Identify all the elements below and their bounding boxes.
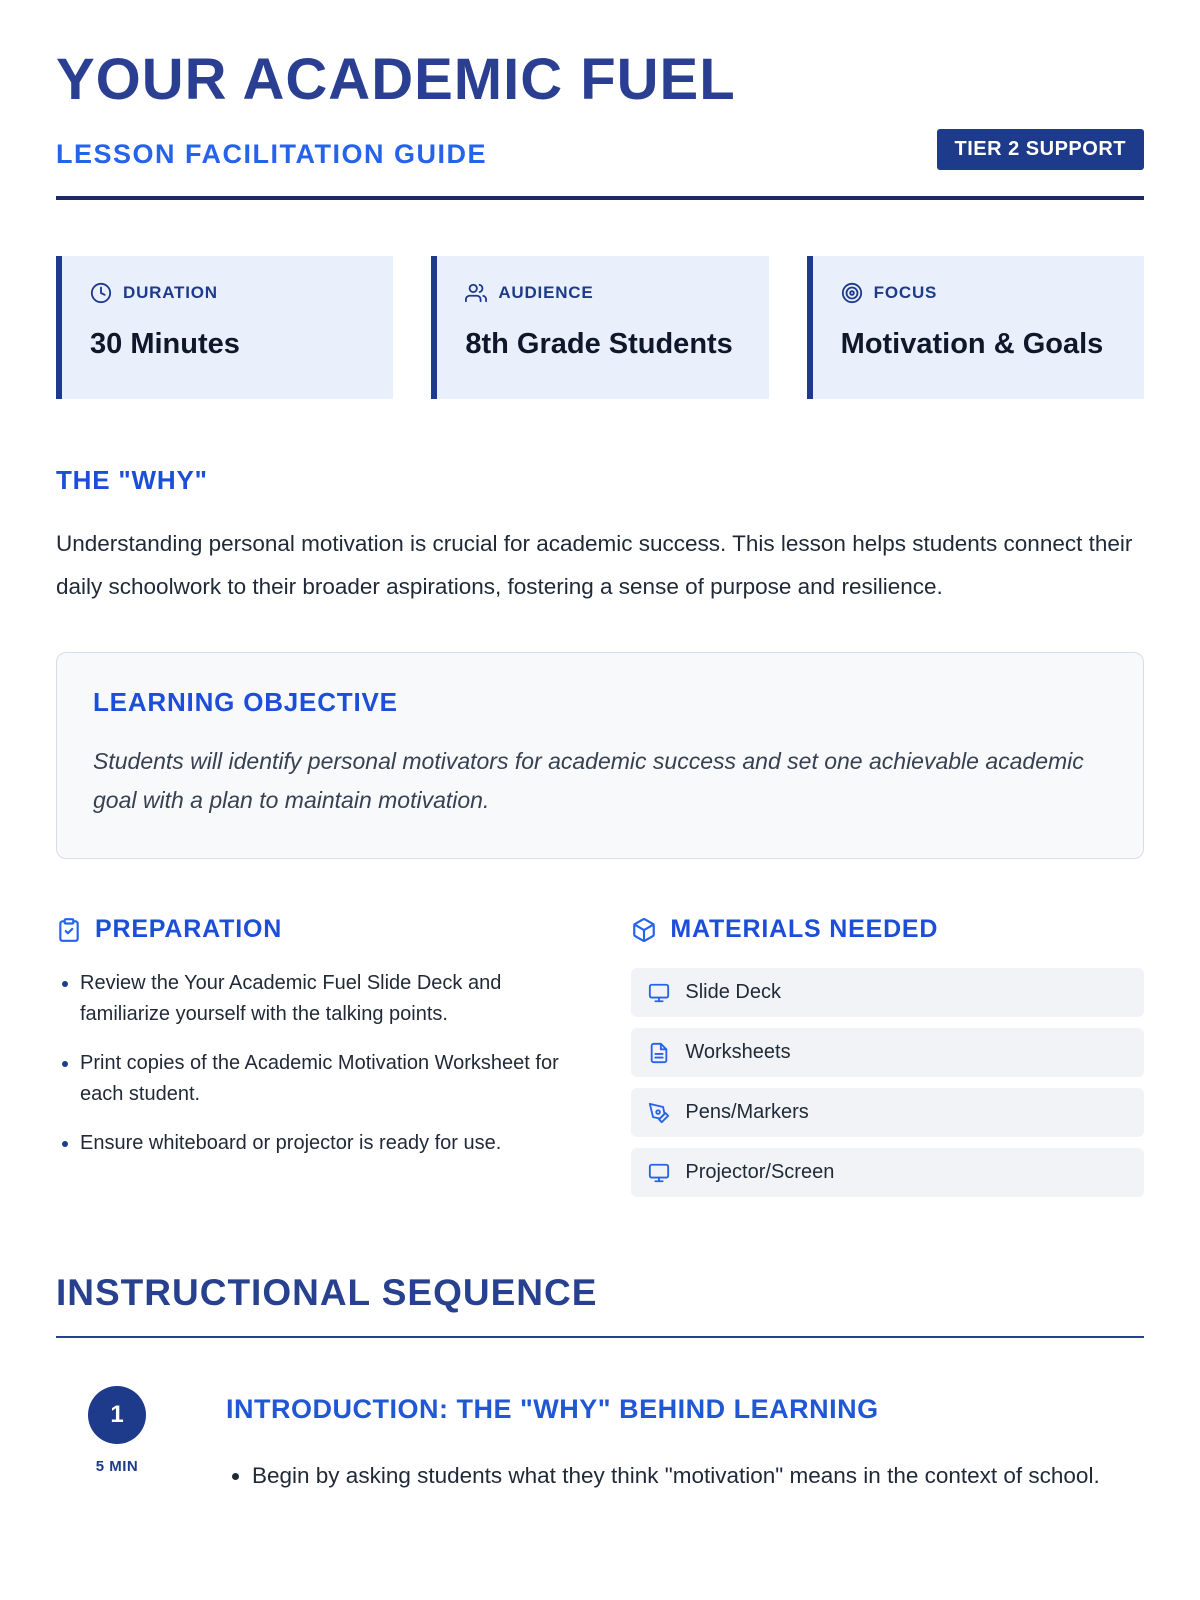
duration-label-row [90,282,365,304]
step-title: INTRODUCTION: THE "WHY" BEHIND LEARNING [226,1394,879,1425]
preparation-item: • Print copies of the Academic Motivation Worksheet for each student. [80,1048,567,1110]
sequence-step-1 [56,1386,1144,1498]
audience-label: AUDIENCE [498,282,594,302]
preparation-item: • Review the Your Academic Fuel Slide Deck and familiarize yourself with the talking points. [80,968,567,1030]
audience-value: 8th Grade Students [465,327,733,360]
clipboard-check-icon [56,917,82,943]
pen-icon [648,1102,670,1124]
header-row [56,129,1144,170]
objective-heading: LEARNING OBJECTIVE [93,687,398,718]
duration-card [56,256,393,399]
objective-body: Students will identify personal motivators for academic success and set one achievable academic goal with a plan to maintain motivation. [93,748,1084,814]
page-title: YOUR ACADEMIC FUEL [56,47,736,112]
audience-label-row [465,282,740,304]
step-marker [56,1386,178,1498]
focus-value: Motivation & Goals [840,327,1104,360]
material-item [631,1088,1144,1137]
preparation-heading-row [56,915,567,944]
clock-icon [90,282,112,304]
info-cards [56,256,1144,399]
materials-heading-row [631,915,1144,944]
instructional-sequence-heading: INSTRUCTIONAL SEQUENCE [56,1272,598,1314]
target-icon [841,282,863,304]
preparation-heading: PREPARATION [95,915,283,944]
tier-badge: TIER 2 SUPPORT [937,129,1144,170]
why-heading: THE "WHY" [56,464,208,495]
preparation-item: • Ensure whiteboard or projector is ready for use. [80,1128,567,1159]
preparation-column [56,915,567,1208]
sequence-divider [56,1336,1144,1338]
material-item [631,968,1144,1017]
material-label: Projector/Screen [685,1161,835,1184]
focus-label-row [841,282,1116,304]
monitor-icon [648,982,670,1004]
page-subtitle: LESSON FACILITATION GUIDE [56,138,488,169]
material-label: Pens/Markers [685,1101,809,1124]
materials-list [631,968,1144,1197]
users-icon [465,282,487,304]
why-body: Understanding personal motivation is crucial for academic success. This lesson helps students connect their daily schoolwork to their broader aspirations, fostering a sense of purpose and resilience. [56,530,1133,600]
monitor-icon [648,1162,670,1184]
material-item [631,1148,1144,1197]
step-duration: 5 MIN [95,1458,139,1476]
focus-card [807,256,1144,399]
step-bullet-list [226,1455,1144,1498]
preparation-list [56,968,567,1159]
step-number-badge: 1 [88,1386,146,1444]
materials-column [631,915,1144,1208]
materials-heading: MATERIALS NEEDED [670,915,939,944]
header-divider [56,196,1144,200]
learning-objective-box [56,652,1144,859]
duration-label: DURATION [123,282,218,302]
why-section [56,465,1144,608]
material-label: Worksheets [685,1041,791,1064]
material-item [631,1028,1144,1077]
focus-label: FOCUS [873,282,938,302]
step-bullet: • Begin by asking students what they think "motivation" means in the context of school. [252,1455,1144,1498]
duration-value: 30 Minutes [90,327,240,360]
package-icon [631,917,657,943]
audience-card [431,256,768,399]
document-icon [648,1042,670,1064]
step-body [178,1386,1144,1498]
material-label: Slide Deck [685,981,781,1004]
prep-materials-columns [56,915,1144,1208]
